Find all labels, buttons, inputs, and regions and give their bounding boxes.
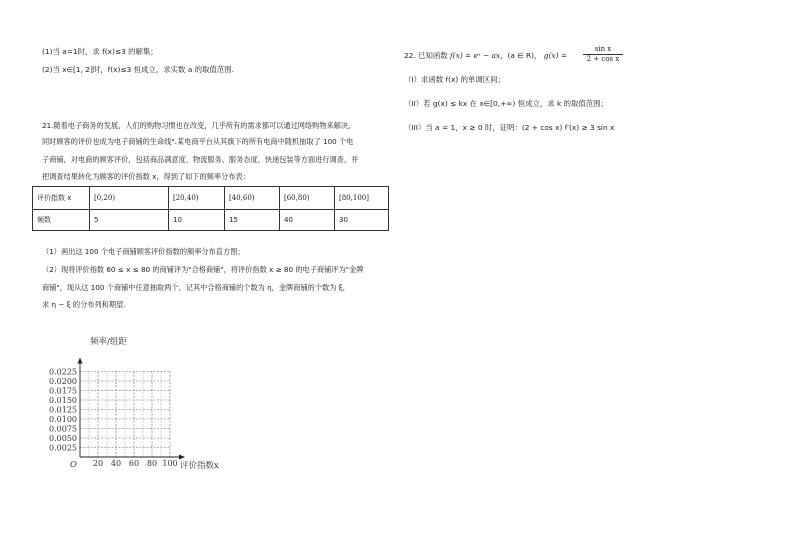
- histogram-grid-chart: [38, 336, 238, 476]
- q22-f-formula: f(x) = eˣ − ax: [450, 51, 501, 60]
- x-tick-labels: [93, 459, 178, 468]
- fraction-denominator: 2 + cos x: [586, 55, 620, 63]
- x-axis-label: 评价指数x: [180, 461, 219, 471]
- q22-stem: [404, 51, 567, 61]
- q22-prefix: 22. 已知函数: [404, 51, 448, 60]
- table-cell: [20,40): [169, 187, 225, 210]
- q22-fraction: [583, 45, 623, 64]
- q21-stem-line4: 把调查结果转化为顾客的评价指数 x，得到了如下的频率分布表：: [42, 172, 250, 181]
- table-cell: 5: [90, 210, 169, 231]
- q22-g-formula: g(x) =: [543, 51, 567, 60]
- q21-part1: （1）画出这 100 个电子商铺顾客评价指数的频率分布直方图；: [42, 247, 245, 256]
- fraction-numerator: sin x: [594, 45, 612, 53]
- axes: [78, 358, 186, 460]
- q21-stem-line3: 子商铺，对电商的顾客评价，包括商品满意度、物流服务、服务态度、快递包装等方面进行调查，并: [42, 155, 359, 164]
- frequency-table: [32, 186, 389, 231]
- y-tick-label: 0.0100: [49, 415, 77, 424]
- table-cell: [60,80): [280, 187, 335, 210]
- table-cell: 30: [335, 210, 389, 231]
- x-axis-arrow: [179, 455, 185, 460]
- x-tick-label: 100: [162, 459, 178, 468]
- table-cell: [80,100]: [335, 187, 389, 210]
- y-axis-arrow: [78, 358, 83, 364]
- y-tick-label: 0.0075: [49, 424, 77, 434]
- y-tick-label: 0.0150: [49, 396, 77, 405]
- q21-part2-line2: 商铺"，现从这 100 个商铺中任意抽取两个，记其中合格商铺的个数为 η，金牌商铺的个数为 ξ，: [42, 283, 350, 292]
- table-row: [33, 210, 389, 231]
- table-cell: 40: [280, 210, 335, 231]
- origin-label: O: [70, 460, 77, 470]
- y-tick-label: 0.0050: [49, 434, 77, 443]
- y-axis-label: 频率/组距: [90, 337, 127, 347]
- y-tick-label: 0.0025: [49, 443, 77, 453]
- table-cell: 15: [225, 210, 280, 231]
- q22-part3: （III）当 a = 1，x ≥ 0 时，证明：(2 + cos x) f′(x) ≥ 3 sin x: [404, 123, 615, 132]
- table-header-cell: 频数: [33, 210, 90, 231]
- table-header-cell: 评价指数 x: [33, 187, 90, 210]
- x-tick-label: 20: [92, 459, 104, 468]
- q21-stem-line1: 21.随着电子商务的发展，人们的购物习惯也在改变，几乎所有的需求都可以通过网络购物来解决，: [42, 121, 356, 130]
- q21-part2-line3: 求 η − ξ 的分布列和期望.: [42, 300, 126, 309]
- y-tick-labels: [49, 368, 77, 453]
- table-cell: [40,60): [225, 187, 280, 210]
- q21-part2-line1: （2）现将评价指数 60 ≤ x ≤ 80 的商铺评为"合格商铺"，将评价指数 x ≥ 80 的电子商铺评为"金牌: [42, 265, 364, 274]
- y-tick-label: 0.0125: [49, 405, 77, 415]
- q22-part1: （I）求函数 f(x) 的单调区间；: [404, 75, 505, 84]
- y-tick-label: 0.0175: [49, 386, 77, 396]
- y-tick-label: 0.0200: [49, 377, 77, 386]
- y-tick-label: 0.0225: [49, 367, 77, 377]
- x-tick-label: 40: [110, 459, 122, 468]
- q22-condition: ，(a ∈ R)，: [500, 51, 542, 60]
- table-cell: [0,20): [90, 187, 169, 210]
- table-row: [33, 187, 389, 210]
- table-cell: 10: [169, 210, 225, 231]
- q20-part1: (1)当 a=1时，求 f(x)≤3 的解集；: [42, 47, 158, 56]
- q21-stem-line2: 同时顾客的评价也成为电子商铺的生命线".某电商平台从其旗下的所有电商中随机抽取了 100 个电: [42, 137, 354, 146]
- gridlines: [80, 372, 170, 458]
- x-tick-label: 80: [146, 459, 158, 468]
- x-tick-label: 60: [128, 459, 140, 468]
- q20-part2: (2)当 x∈[1, 2]时，f(x)≤3 恒成立，求实数 a 的取值范围.: [42, 65, 234, 74]
- q22-part2: （II）若 g(x) ≤ kx 在 x∈[0,+∞) 恒成立，求 k 的取值范围；: [404, 99, 608, 108]
